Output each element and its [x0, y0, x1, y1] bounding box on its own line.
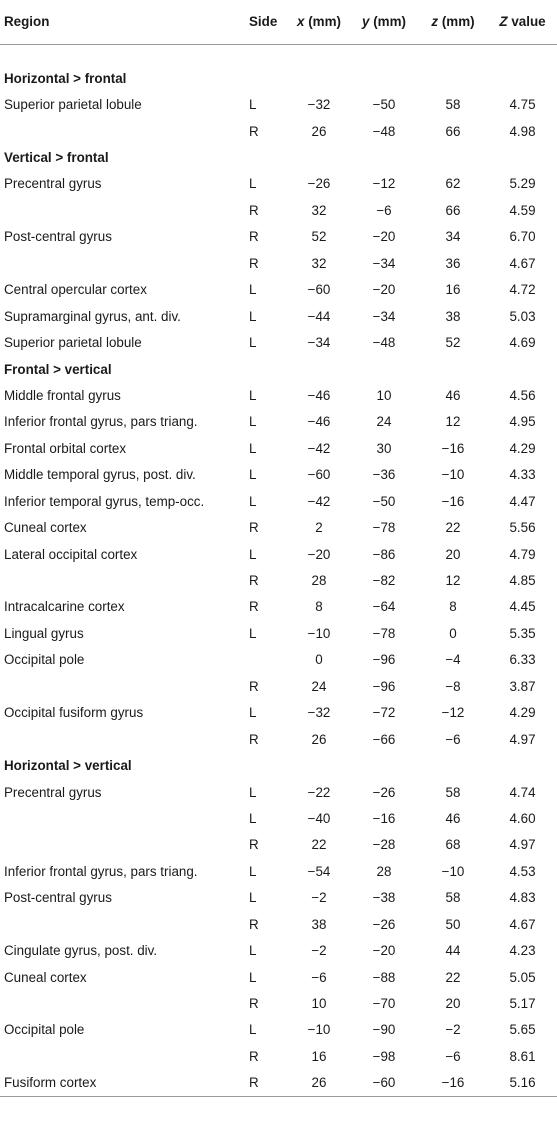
cell-zv: 5.16 [488, 1070, 557, 1096]
cell-region: Superior parietal lobule [4, 97, 142, 113]
cell-x: −32 [307, 97, 331, 113]
cell-side: L [249, 414, 257, 430]
cell-zv: 4.69 [509, 335, 536, 351]
cell-x: −20 [307, 546, 331, 562]
cell-zv: 5.17 [509, 996, 536, 1012]
cell-x: −42 [307, 440, 331, 456]
table-row [0, 885, 557, 911]
cell-zv: 5.56 [509, 520, 536, 536]
section-heading-row [0, 752, 557, 778]
cell-side: L [249, 282, 257, 298]
cell-side: R [249, 599, 259, 615]
cell-y: −38 [372, 890, 396, 906]
cell-zv: 5.05 [509, 969, 536, 985]
cell-region: Lateral occipital cortex [4, 546, 138, 562]
cell-region: Post-central gyrus [4, 890, 112, 906]
cell-region [0, 832, 245, 858]
cell-side: L [249, 440, 257, 456]
cell-side: L [249, 625, 257, 641]
cell-zv: 4.45 [509, 599, 536, 615]
table-row [0, 462, 557, 488]
cell-x: 38 [311, 916, 327, 932]
cell-zv: 5.65 [509, 1022, 536, 1038]
cell-zv: 4.59 [509, 202, 536, 218]
cell-region: Frontal orbital cortex [4, 440, 127, 456]
section-title: Frontal > vertical [4, 361, 112, 377]
table-row [0, 858, 557, 884]
cell-y: −34 [372, 308, 396, 324]
table-row [0, 118, 557, 144]
cell-z: 58 [445, 97, 461, 113]
table-row [0, 805, 557, 831]
cell-z: −10 [441, 467, 465, 483]
cell-side: L [249, 784, 257, 800]
cell-x: −2 [311, 890, 327, 906]
cell-y: −82 [372, 573, 396, 589]
cell-side: L [249, 705, 257, 721]
table-row [0, 435, 557, 461]
cell-x: −42 [307, 493, 331, 509]
cell-region: Intracalcarine cortex [4, 599, 125, 615]
cell-y: −88 [372, 969, 396, 985]
table-row [0, 832, 557, 858]
cell-region: Precentral gyrus [4, 176, 102, 192]
cell-zv: 4.98 [509, 123, 536, 139]
cell-z: 58 [445, 890, 461, 906]
cell-y: −90 [372, 1022, 396, 1038]
cell-side: R [245, 1070, 288, 1096]
cell-region [0, 673, 245, 699]
cell-y: −72 [372, 705, 396, 721]
cell-region [0, 118, 245, 144]
section-heading-row [0, 144, 557, 170]
cell-side: L [249, 890, 257, 906]
cell-z: 20 [445, 546, 461, 562]
cell-region [0, 805, 245, 831]
table-row [0, 726, 557, 752]
cell-z: 46 [445, 387, 461, 403]
cell-region: Middle frontal gyrus [4, 387, 121, 403]
cell-z: −4 [445, 652, 461, 668]
header-side: Side [245, 0, 288, 44]
cell-zv: 4.47 [509, 493, 536, 509]
cell-x: −10 [307, 1022, 331, 1038]
header-y-axis: y [362, 14, 370, 30]
cell-side: R [249, 229, 259, 245]
table-row [0, 197, 557, 223]
table-row [0, 937, 557, 963]
cell-zv: 8.61 [509, 1048, 536, 1064]
header-x-unit: (mm) [304, 14, 341, 30]
cell-region: Cingulate gyrus, post. div. [4, 943, 158, 959]
header-y [350, 0, 418, 44]
cell-zv: 4.33 [509, 467, 536, 483]
cell-y: −6 [376, 202, 392, 218]
cell-side: L [249, 1022, 257, 1038]
cell-y: −28 [372, 837, 396, 853]
cell-x: 32 [311, 255, 327, 271]
cell-zv: 4.67 [509, 916, 536, 932]
cell-z: 50 [445, 916, 461, 932]
cell-side: R [249, 837, 259, 853]
cell-x: 2 [315, 520, 323, 536]
cell-region: Cuneal cortex [4, 520, 87, 536]
cell-z: −16 [441, 440, 465, 456]
cell-x: −34 [307, 335, 331, 351]
cell-zv: 4.95 [509, 414, 536, 430]
cell-y: −26 [372, 916, 396, 932]
table-row [0, 329, 557, 355]
cell-x: −46 [307, 387, 331, 403]
cell-z: −16 [441, 493, 465, 509]
cell-side: R [249, 996, 259, 1012]
cell-region: Post-central gyrus [4, 229, 112, 245]
table-row [0, 91, 557, 117]
cell-side: L [249, 943, 257, 959]
cell-y: −98 [372, 1048, 396, 1064]
cell-zv: 6.70 [509, 229, 536, 245]
cell-x: −46 [307, 414, 331, 430]
cell-region: Central opercular cortex [4, 282, 147, 298]
cell-region [0, 1043, 245, 1069]
cell-y: −50 [372, 493, 396, 509]
cell-y: −34 [372, 255, 396, 271]
cell-region: Inferior frontal gyrus, pars triang. [4, 414, 198, 430]
cell-y: −96 [372, 652, 396, 668]
cell-z: −6 [445, 1048, 461, 1064]
cell-zv: 5.03 [509, 308, 536, 324]
section-heading-row [0, 356, 557, 382]
cell-side: L [249, 308, 257, 324]
cell-zv: 4.53 [509, 863, 536, 879]
cell-zv: 4.85 [509, 573, 536, 589]
cell-region: Middle temporal gyrus, post. div. [4, 467, 196, 483]
cell-z: 12 [445, 414, 461, 430]
header-region: Region [0, 0, 245, 44]
cell-region: Fusiform cortex [0, 1070, 245, 1096]
cell-region: Occipital pole [4, 1022, 85, 1038]
cell-zv: 4.79 [509, 546, 536, 562]
table-row [0, 673, 557, 699]
cell-side: L [249, 387, 257, 403]
section-heading-row [0, 65, 557, 91]
cell-z: 52 [445, 335, 461, 351]
cell-region: Superior parietal lobule [4, 335, 142, 351]
cell-zv: 5.29 [509, 176, 536, 192]
cell-side: L [249, 176, 257, 192]
cell-z: 46 [445, 810, 461, 826]
cell-x: −60 [307, 282, 331, 298]
cell-y: −78 [372, 520, 396, 536]
cell-zv: 4.56 [509, 387, 536, 403]
cell-x: 26 [311, 123, 327, 139]
cell-x: 28 [311, 573, 327, 589]
cell-x: −6 [311, 969, 327, 985]
cell-side: L [249, 546, 257, 562]
table-row [0, 567, 557, 593]
cell-x: 26 [311, 731, 327, 747]
cell-y: −20 [372, 229, 396, 245]
cell-side: L [249, 810, 257, 826]
header-x-axis: x [297, 14, 305, 30]
cell-y: −16 [372, 810, 396, 826]
cell-side: L [249, 467, 257, 483]
cell-z: 58 [445, 784, 461, 800]
table-row [0, 700, 557, 726]
table-row [0, 1070, 557, 1096]
cell-y: 24 [376, 414, 392, 430]
cell-zv: 4.29 [509, 440, 536, 456]
header-y-unit: (mm) [369, 14, 406, 30]
cell-y: −66 [372, 731, 396, 747]
cell-region [0, 567, 245, 593]
cell-x: 26 [288, 1070, 350, 1096]
cell-y: −12 [372, 176, 396, 192]
cell-region [0, 250, 245, 276]
cell-z: 66 [445, 123, 461, 139]
table-row [0, 990, 557, 1016]
cell-z: 34 [445, 229, 461, 245]
cell-zv: 4.74 [509, 784, 536, 800]
cell-z: 12 [445, 573, 461, 589]
cell-side: L [249, 969, 257, 985]
cell-z: 22 [445, 969, 461, 985]
cell-y: −48 [372, 123, 396, 139]
cell-x: −22 [307, 784, 331, 800]
cell-region [0, 990, 245, 1016]
cell-zv: 4.83 [509, 890, 536, 906]
cell-zv: 4.29 [509, 705, 536, 721]
cell-z: −6 [445, 731, 461, 747]
cell-x: 22 [311, 837, 327, 853]
table-row [0, 250, 557, 276]
cell-zv: 4.67 [509, 255, 536, 271]
cell-y: −26 [372, 784, 396, 800]
table-row [0, 779, 557, 805]
cell-x: −40 [307, 810, 331, 826]
cell-region [0, 911, 245, 937]
cell-x: −54 [307, 863, 331, 879]
cell-z: 20 [445, 996, 461, 1012]
table-row [0, 382, 557, 408]
header-z [418, 0, 488, 44]
cell-region: Occipital pole [4, 652, 85, 668]
cell-side: R [249, 678, 259, 694]
cell-region [0, 197, 245, 223]
cell-y: −60 [350, 1070, 418, 1096]
cell-zv: 3.87 [509, 678, 536, 694]
cell-z: −2 [445, 1022, 461, 1038]
cell-x: −60 [307, 467, 331, 483]
header-z-value [488, 0, 557, 44]
table-row [0, 171, 557, 197]
section-title: Vertical > frontal [4, 150, 109, 166]
cell-side: R [249, 1048, 259, 1064]
cell-x: −26 [307, 176, 331, 192]
cell-x: 52 [311, 229, 327, 245]
cell-z: 68 [445, 837, 461, 853]
cell-zv: 4.75 [509, 97, 536, 113]
cell-region [0, 726, 245, 752]
header-x [288, 0, 350, 44]
cell-z: 0 [449, 625, 457, 641]
cell-z: 16 [445, 282, 461, 298]
cell-x: 8 [315, 599, 323, 615]
header-z-unit: (mm) [438, 14, 475, 30]
table-row [0, 911, 557, 937]
header-z-axis: z [431, 14, 439, 30]
cell-y: −50 [372, 97, 396, 113]
cell-side: R [249, 520, 259, 536]
cell-y: −36 [372, 467, 396, 483]
cell-y: −86 [372, 546, 396, 562]
section-title: Horizontal > vertical [4, 758, 132, 774]
header-z-value-symbol: Z [499, 14, 508, 30]
cell-region: Precentral gyrus [4, 784, 102, 800]
cell-y: −64 [372, 599, 396, 615]
cell-side: R [249, 916, 259, 932]
cell-side: R [249, 202, 259, 218]
table-row [0, 647, 557, 673]
table-row [0, 514, 557, 540]
cell-side: R [249, 123, 259, 139]
cell-z: 62 [445, 176, 461, 192]
table-header [0, 0, 557, 44]
table-body [0, 44, 557, 1096]
cell-x: −32 [307, 705, 331, 721]
header-spacer [0, 44, 557, 65]
header-row [0, 0, 557, 44]
cell-zv: 4.23 [509, 943, 536, 959]
table-row [0, 1043, 557, 1069]
cell-x: 16 [311, 1048, 327, 1064]
cell-zv: 4.60 [509, 810, 536, 826]
cell-z: −8 [445, 678, 461, 694]
table-row [0, 277, 557, 303]
cell-y: −70 [372, 996, 396, 1012]
cell-y: 28 [376, 863, 392, 879]
cell-region: Supramarginal gyrus, ant. div. [4, 308, 181, 324]
cell-z: −12 [441, 705, 465, 721]
section-title: Horizontal > frontal [4, 70, 127, 86]
cell-y: −20 [372, 282, 396, 298]
cell-z: 36 [445, 255, 461, 271]
cell-y: −20 [372, 943, 396, 959]
header-z-value-label: value [507, 14, 546, 30]
cell-side: L [249, 335, 257, 351]
table-row [0, 409, 557, 435]
cell-side: L [249, 863, 257, 879]
cell-zv: 4.72 [509, 282, 536, 298]
cell-y: 10 [376, 387, 392, 403]
cell-z: −16 [418, 1070, 488, 1096]
cell-side: R [249, 255, 259, 271]
cell-z: 8 [449, 599, 457, 615]
cell-zv: 4.97 [509, 837, 536, 853]
table-row [0, 594, 557, 620]
cell-x: 10 [311, 996, 327, 1012]
cell-zv: 5.35 [509, 625, 536, 641]
cell-z: 22 [445, 520, 461, 536]
table-row [0, 620, 557, 646]
cell-zv: 6.33 [509, 652, 536, 668]
cell-zv: 4.97 [509, 731, 536, 747]
table-row [0, 541, 557, 567]
table-row [0, 964, 557, 990]
cell-x: 0 [315, 652, 323, 668]
cell-region: Cuneal cortex [4, 969, 87, 985]
cell-z: 38 [445, 308, 461, 324]
table-row [0, 224, 557, 250]
cell-y: −78 [372, 625, 396, 641]
table-row [0, 1017, 557, 1043]
cell-region: Occipital fusiform gyrus [4, 705, 144, 721]
cell-y: 30 [376, 440, 392, 456]
cell-y: −48 [372, 335, 396, 351]
cell-side: L [249, 493, 257, 509]
cell-side: R [249, 573, 259, 589]
cell-x: −2 [311, 943, 327, 959]
cell-side: L [249, 97, 257, 113]
cell-region: Inferior frontal gyrus, pars triang. [4, 863, 198, 879]
cell-y: −96 [372, 678, 396, 694]
cell-region: Inferior temporal gyrus, temp-occ. [4, 493, 205, 509]
cell-z: 66 [445, 202, 461, 218]
table-row [0, 303, 557, 329]
cell-region: Lingual gyrus [4, 625, 84, 641]
table-row [0, 488, 557, 514]
cell-side: R [249, 731, 259, 747]
cell-z: −10 [441, 863, 465, 879]
cell-side [245, 647, 288, 673]
cell-x: −10 [307, 625, 331, 641]
cell-x: 32 [311, 202, 327, 218]
cell-x: −44 [307, 308, 331, 324]
cell-x: 24 [311, 678, 327, 694]
cell-z: 44 [445, 943, 461, 959]
